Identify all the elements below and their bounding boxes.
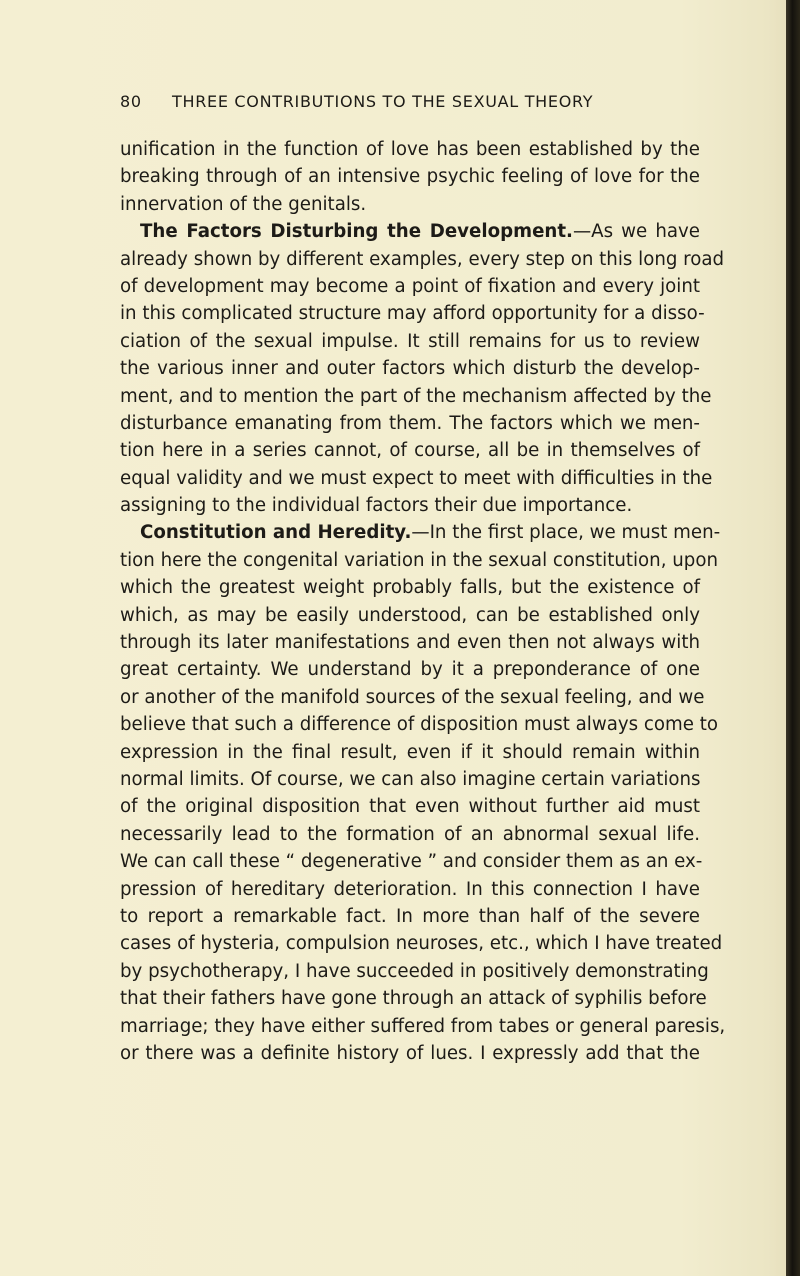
- text-line: which the greatest weight probably falls, but the existence of: [120, 577, 700, 599]
- text-line: unification in the function of love has been established by the: [120, 139, 700, 160]
- text-line: normal limits. Of course, we can also imagine certain variations: [120, 768, 701, 790]
- text-line: believe that such a difference of disposition must always come to: [120, 714, 718, 736]
- text-line: tion here the congenital variation in the sexual constitution, upon: [120, 549, 719, 571]
- page-number: 80: [120, 92, 142, 111]
- section-heading: The Factors Disturbing the Development.: [140, 221, 573, 243]
- text-line: or another of the manifold sources of the sexual feeling, and we: [120, 686, 705, 708]
- text-line: that their fathers have gone through an attack of syphilis before: [120, 988, 707, 1010]
- text-line: innervation of the genitals.: [120, 193, 367, 215]
- text-line: equal validity and we must expect to meet with difficulties in the: [120, 467, 713, 489]
- text-line: in this complicated structure may afford opportunity for a disso-: [120, 303, 705, 325]
- running-header: [120, 92, 680, 122]
- text-run: —As we have: [572, 221, 700, 243]
- text-line: ment, and to mention the part of the mechanism affected by the: [120, 385, 712, 407]
- text-line: necessarily lead to the formation of an abnormal sexual life.: [120, 823, 700, 845]
- section-heading: Constitution and Heredity.: [140, 522, 412, 544]
- text-line: of the original disposition that even without further aid must: [120, 796, 700, 818]
- text-line: to report a remarkable fact. In more than half of the severe: [120, 905, 700, 927]
- text-line: of development may become a point of fixation and every joint: [120, 275, 700, 297]
- text-line: expression in the final result, even if it should remain within: [120, 741, 700, 763]
- text-line: already shown by different examples, every step on this long road: [120, 248, 725, 270]
- page-binding-edge: [786, 0, 800, 1276]
- text-line: tion here in a series cannot, of course, all be in themselves of: [120, 440, 700, 462]
- text-line: great certainty. We understand by it a preponderance of one: [120, 659, 700, 681]
- body-text: [120, 136, 726, 1067]
- text-line: through its later manifestations and even then not always with: [120, 632, 700, 654]
- section-heading-line: [120, 519, 721, 546]
- text-line: marriage; they have either suffered from tabes or general paresis,: [120, 1015, 726, 1037]
- running-title: THREE CONTRIBUTIONS TO THE SEXUAL THEORY: [172, 92, 594, 111]
- text-line: by psychotherapy, I have succeeded in positively demonstrating: [120, 960, 709, 982]
- text-line: disturbance emanating from them. The factors which we men-: [120, 412, 700, 434]
- text-line: We can call these “ degenerative ” and consider them as an ex-: [120, 851, 703, 873]
- text-line: breaking through of an intensive psychic feeling of love for the: [120, 166, 700, 188]
- text-line: or there was a definite history of lues. I expressly add that the: [120, 1042, 700, 1064]
- text-line: the various inner and outer factors which disturb the develop-: [120, 358, 700, 380]
- text-line: which, as may be easily understood, can be established only: [120, 604, 700, 626]
- section-heading-line: [120, 218, 700, 245]
- text-run: —In the first place, we must men-: [411, 522, 721, 544]
- text-line: ciation of the sexual impulse. It still remains for us to review: [120, 330, 700, 352]
- text-line: assigning to the individual factors their due importance.: [120, 495, 633, 517]
- text-line: cases of hysteria, compulsion neuroses, etc., which I have treated: [120, 933, 723, 955]
- text-line: pression of hereditary deterioration. In this connection I have: [120, 878, 700, 900]
